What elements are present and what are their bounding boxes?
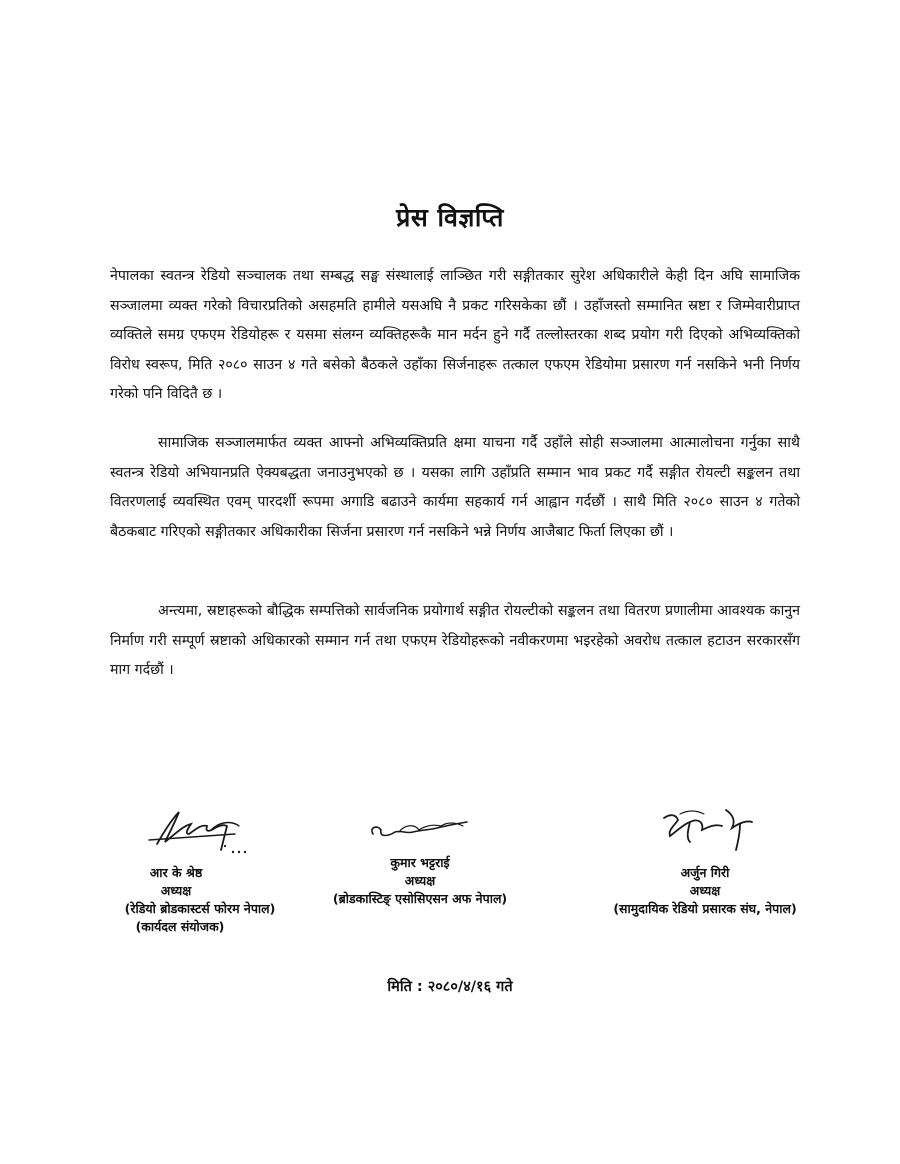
signatory-1-organization: (रेडियो ब्रोडकास्टर्स फोरम नेपाल): [124, 901, 276, 916]
signatory-3-name: अर्जुन गिरी: [680, 865, 730, 880]
signatory-2-organization: (ब्रोडकास्टिङ् एसोसिएसन अफ नेपाल): [332, 891, 508, 906]
signatory-2-role: अध्यक्ष: [404, 873, 436, 888]
signatory-1-role: अध्यक्ष: [160, 883, 192, 898]
signatory-2: [320, 812, 520, 908]
signature-1-image: [135, 800, 265, 858]
document-date: मिति : २०८०/४/१६ गते: [387, 979, 513, 995]
document-title: प्रेस विज्ञप्ति: [396, 203, 504, 232]
paragraph-1: नेपालका स्वतन्त्र रेडियो सञ्चालक तथा सम्बद्ध सङ्घ संस्थालाई लाञ्छित गरी सङ्गीतकार सुरेश अधिकारीले केही दिन अघि सामाजिक सञ्जालमा व्यक्त गरेको विचारप्रतिको असहमति हामीले यसअघि नै प्रकट गरिसकेका छौं । उहाँजस्तो सम्मानित स्रष्टा र जिम्मेवारीप्राप्त व्यक्तिले समग्र एफएम रेडियोहरू र यसमा संलग्न व्यक्तिहरूकै मान मर्दन हुने गर्दै तल्लोस्तरका शब्द प्रयोग गरी दिएको अभिव्यक्तिको विरोध स्वरूप, मिति २०८० साउन ४ गते बसेको बैठकले उहाँका सिर्जनाहरू तत्काल एफएम रेडियोमा प्रसारण गर्न नसकिने भनी निर्णय गरेको पनि विदितै छ ।: [110, 268, 800, 402]
signatory-2-name: कुमार भट्टराई: [390, 855, 450, 870]
paragraph-3: अन्त्यमा, स्रष्टाहरूको बौद्धिक सम्पत्तिको सार्वजनिक प्रयोगार्थ सङ्गीत रोयल्टीको सङ्कलन तथा वितरण प्रणालीमा आवश्यक कानुन निर्माण गरी सम्पूर्ण स्रष्टाको अधिकारको सम्मान गर्न तथा एफएम रेडियोहरूको नवीकरणमा भइरहेको अवरोध तत्काल हटाउन सरकारसँग माग गर्दछौं ।: [110, 603, 800, 678]
signatory-3-role: अध्यक्ष: [689, 883, 721, 898]
signatory-1-extra: (कार्यदल संयोजक): [135, 919, 225, 934]
signatory-1-name: आर के श्रेष्ठ: [149, 865, 203, 880]
signature-3-image: [640, 800, 770, 858]
signatory-3-organization: (सामुदायिक रेडियो प्रसारक संघ, नेपाल): [613, 901, 797, 916]
signatory-1: [100, 800, 300, 936]
signature-2-image: [355, 812, 485, 848]
signatory-3: [590, 800, 820, 918]
paragraph-2: सामाजिक सञ्जालमार्फत व्यक्त आफ्नो अभिव्यक्तिप्रति क्षमा याचना गर्दै उहाँले सोही सञ्जालमा आत्मालोचना गर्नुका साथै स्वतन्त्र रेडियो अभियानप्रति ऐक्यबद्धता जनाउनुभएको छ । यसका लागि उहाँप्रति सम्मान भाव प्रकट गर्दै सङ्गीत रोयल्टी सङ्कलन तथा वितरणलाई व्यवस्थित एवम् पारदर्शी रूपमा अगाडि बढाउने कार्यमा सहकार्य गर्न आह्वान गर्दछौं । साथै मिति २०८० साउन ४ गतेको बैठकबाट गरिएको सङ्गीतकार अधिकारीका सिर्जना प्रसारण गर्न नसकिने भन्ने निर्णय आजैबाट फिर्ता लिएका छौं ।: [110, 435, 800, 540]
